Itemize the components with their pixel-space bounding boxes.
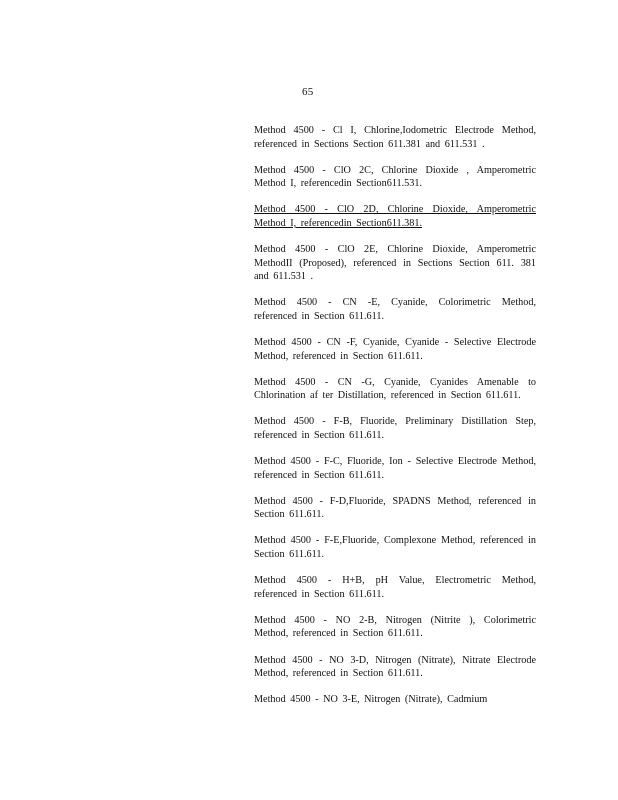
reference-entry: Method 4500 - F-C, Fluoride, Ion - Selective Electrode Method, referenced in Section 611.611.	[254, 456, 536, 481]
reference-entry: Method 4500 - ClO 2E, Chlorine Dioxide, Amperometric MethodII (Proposed), referenced in Sections Section 611. 381 and 611.531 .	[254, 244, 536, 283]
reference-entry: Method 4500 - NO 3-E, Nitrogen (Nitrate), Cadmium	[254, 694, 488, 706]
reference-entry: Method 4500 - ClO 2C, Chlorine Dioxide , Amperometric Method I, referencedin Section611.531.	[254, 164, 536, 190]
reference-entry: Method 4500 - ClO 2D, Chlorine Dioxide, Amperometric Method I, referencedin Section611.381.	[254, 204, 536, 229]
reference-entry: Method 4500 - CN -F, Cyanide, Cyanide - Selective Electrode Method, referenced in Section 611.611.	[254, 337, 536, 362]
reference-entry: Method 4500 - F-E,Fluoride, Complexone Method, referenced in Section 611.611.	[254, 535, 536, 561]
reference-entry: Method 4500 - F-D,Fluoride, SPADNS Method, referenced in Section 611.611.	[254, 495, 536, 521]
reference-entry: Method 4500 - NO 3-D, Nitrogen (Nitrate), Nitrate Electrode Method, referenced in Section 611.611.	[254, 654, 536, 680]
reference-entry: Method 4500 - NO 2-B, Nitrogen (Nitrite ), Colorimetric Method, referenced in Section 611.611.	[254, 614, 536, 640]
reference-entry: Method 4500 - F-B, Fluoride, Preliminary Distillation Step, referenced in Section 611.611.	[254, 416, 536, 441]
reference-entry: Method 4500 - H+B, pH Value, Electrometric Method, referenced in Section 611.611.	[254, 575, 536, 600]
reference-entry: Method 4500 - CN -E, Cyanide, Colorimetric Method, referenced in Section 611.611.	[254, 297, 536, 322]
reference-entry: Method 4500 - Cl I, Chlorine,Iodometric Electrode Method, referenced in Sections Section 611.381 and 611.531 .	[254, 125, 536, 150]
page-number: 65	[302, 86, 314, 98]
method-reference-list	[254, 124, 536, 719]
reference-entry: Method 4500 - CN -G, Cyanide, Cyanides Amenable to Chlorination af ter Distillation, referenced in Section 611.611.	[254, 376, 536, 402]
